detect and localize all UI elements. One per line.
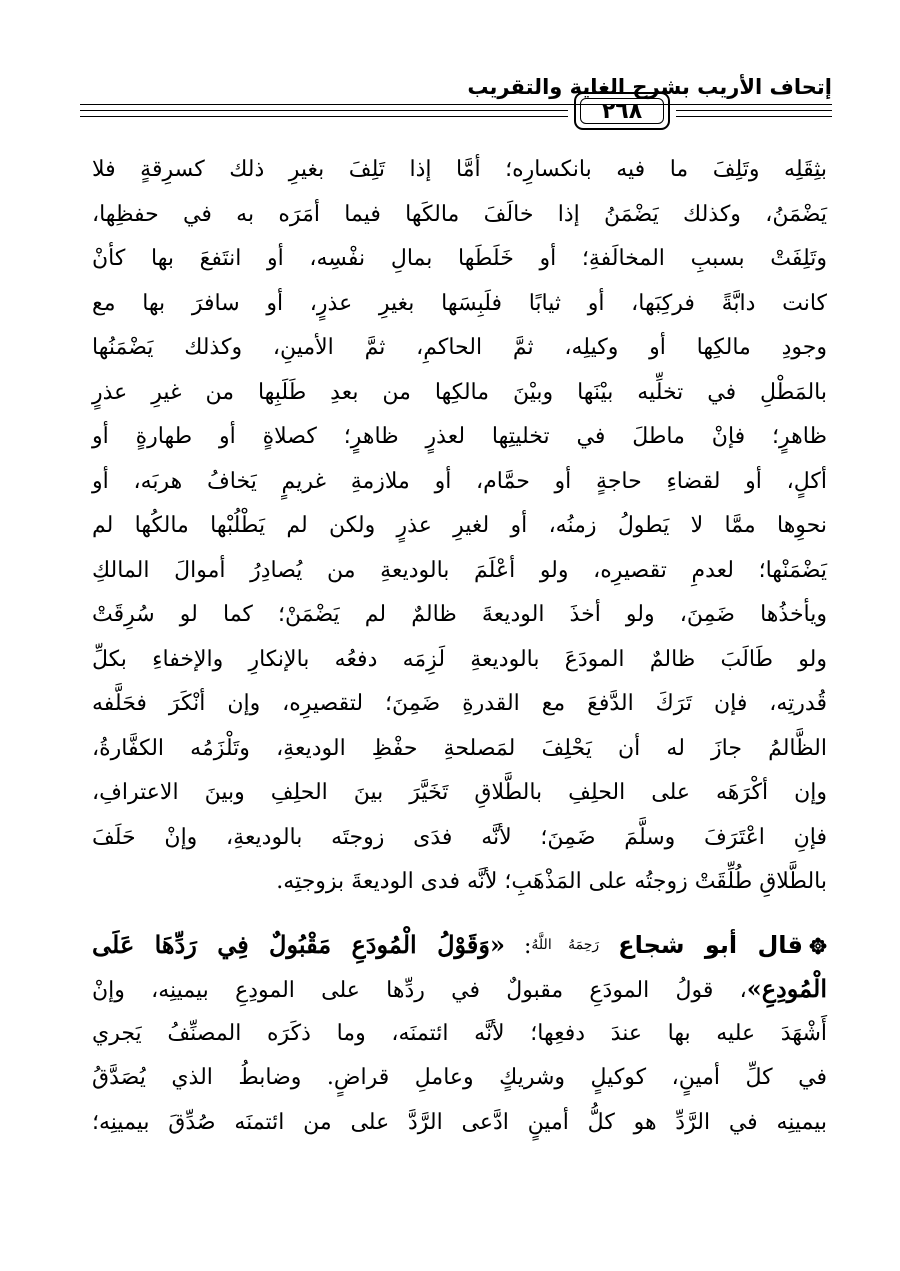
header-rule	[80, 116, 568, 117]
text-line: يَضْمَنُ، وكذلك يَضْمَنُ إذا خالَفَ مالكَها فيما أمَرَه به في حفظِها،	[92, 201, 827, 227]
text-line: وجودِ مالكِها أو وكيلِه، ثمَّ الحاكمِ، ثمَّ الأمينِ، وكذلك يَضْمَنُها	[92, 335, 827, 360]
header-rule	[676, 110, 832, 111]
text-line: وإن أكْرَهَه على الحلِفِ بالطَّلاقِ تَخَيَّرَ بينَ الحلِفِ وبينَ الاعترافِ،	[92, 780, 827, 805]
main-text	[92, 148, 827, 1145]
running-title: إتحاف الأريب بشرح الغاية والتقريب	[467, 75, 832, 99]
header-underline	[80, 104, 832, 105]
text-line: أَشْهَدَ عليه بها عندَ دفعِها؛ لأنَّه ائتمنَه، وما ذكَرَه المصنِّفُ يَجري	[92, 1020, 827, 1046]
text-line: قُدرتِه، فإن تَرَكَ الدَّفعَ مع القدرةِ ضَمِنَ؛ لتقصيرِه، وإن أنْكَرَ فحَلَّفه	[92, 691, 827, 716]
matn-quote: «وَقَوْلُ الْمُودَعِ مَقْبُولٌ فِي رَدِّهَا عَلَى	[92, 929, 505, 959]
paragraph-spacer	[92, 905, 827, 923]
header-rule	[676, 116, 832, 117]
page-number-frame	[574, 92, 670, 130]
text-line	[92, 967, 827, 1012]
text-line: يَضْمَنْها؛ لعدمِ تقصيرِه، ولو أعْلَمَ بالوديعةِ من يُصادِرُ أموالَ المالكِ	[92, 557, 827, 583]
text-line: في كلِّ أمينٍ، كوكيلٍ وشريكٍ وعاملِ قراضٍ. وضابطُ الذي يُصَدَّقُ	[92, 1065, 827, 1090]
header-rule	[80, 110, 568, 111]
text-line: أكلٍ، أو لقضاءِ حاجةٍ أو حمَّام، أو ملازمةِ غريمٍ يَخافُ هربَه، أو	[92, 468, 827, 494]
text-line: بالطَّلاقِ طُلِّقَتْ زوجتُه على المَذْهَبِ؛ لأنَّه فدى الوديعةَ بزوجتِه.	[276, 869, 827, 894]
author-name: قال أبو شجاع	[618, 930, 804, 959]
flower-ornament-icon	[809, 937, 827, 955]
text-line: بثِقَلِه وتَلِفَ ما فيه بانكسارِه؛ أمَّا إذا تَلِفَ بغيرِ ذلك كسرِقةٍ فلا	[92, 157, 827, 182]
text-line: بالمَطْلِ في تخلِّيه بيْنَها وبيْنَ مالكِها من بعدِ طَلَبِها من غيرِ عذرٍ	[92, 379, 827, 405]
honorific: رَحِمَهُ اللَّهُ	[531, 936, 600, 953]
matn-quote-end: الْمُودِعِ»	[746, 974, 827, 1003]
text-line: ويأخذُها ضَمِنَ، ولو أخذَ الوديعةَ ظالمٌ لم يَضْمَنْ؛ كما لو سُرِقَتْ	[92, 602, 827, 627]
text-line: وتَلِفَتْ بسببِ المخالَفةِ؛ أو خَلَطَها بمالِ نفْسِه، أو انتَفعَ بها كأنْ	[92, 246, 827, 271]
text-line: الظَّالمُ جازَ له أن يَحْلِفَ لمَصلحةِ حفْظِ الوديعةِ، وتَلْزَمُه الكفَّارةُ،	[92, 735, 827, 761]
text-line: بيمينِه في الرَّدِّ هو كلُّ أمينٍ ادَّعى الرَّدَّ على من ائتمنَه صُدِّقَ بيمينِه؛	[92, 1109, 827, 1135]
page-number: ٢٦٨	[580, 98, 664, 124]
commentary-text: ، قولُ المودَعِ مقبولٌ في ردِّها على المودِعِ بيمينِه، وإنْ	[92, 978, 747, 1003]
text-line: ظاهرٍ؛ فإنْ ماطلَ في تخليتِها لعذرٍ ظاهرٍ؛ كصلاةٍ أو طهارةٍ أو	[92, 424, 827, 449]
text-line: نحوِها ممَّا لا يَطولُ زمنُه، أو لغيرِ عذرٍ ولكن لم يَطْلُبْها مالكُها لم	[92, 513, 827, 538]
text-line: فإنِ اعْتَرَفَ وسلَّمَ ضَمِنَ؛ لأنَّه فدَى زوجتَه بالوديعةِ، وإنْ حَلَفَ	[92, 824, 827, 850]
page-header	[80, 64, 832, 128]
colon: :	[523, 933, 532, 959]
text-line: ولو طَالَبَ ظالمٌ المودَعَ بالوديعةِ لَزِمَه دفعُه بالإنكارِ والإخفاءِ بكلِّ	[92, 646, 827, 672]
matn-heading-line	[92, 923, 827, 968]
text-line: كانت دابَّةً فركِبَها، أو ثيابًا فلَبِسَها بغيرِ عذرٍ، أو سافرَ بها مع	[92, 290, 827, 316]
